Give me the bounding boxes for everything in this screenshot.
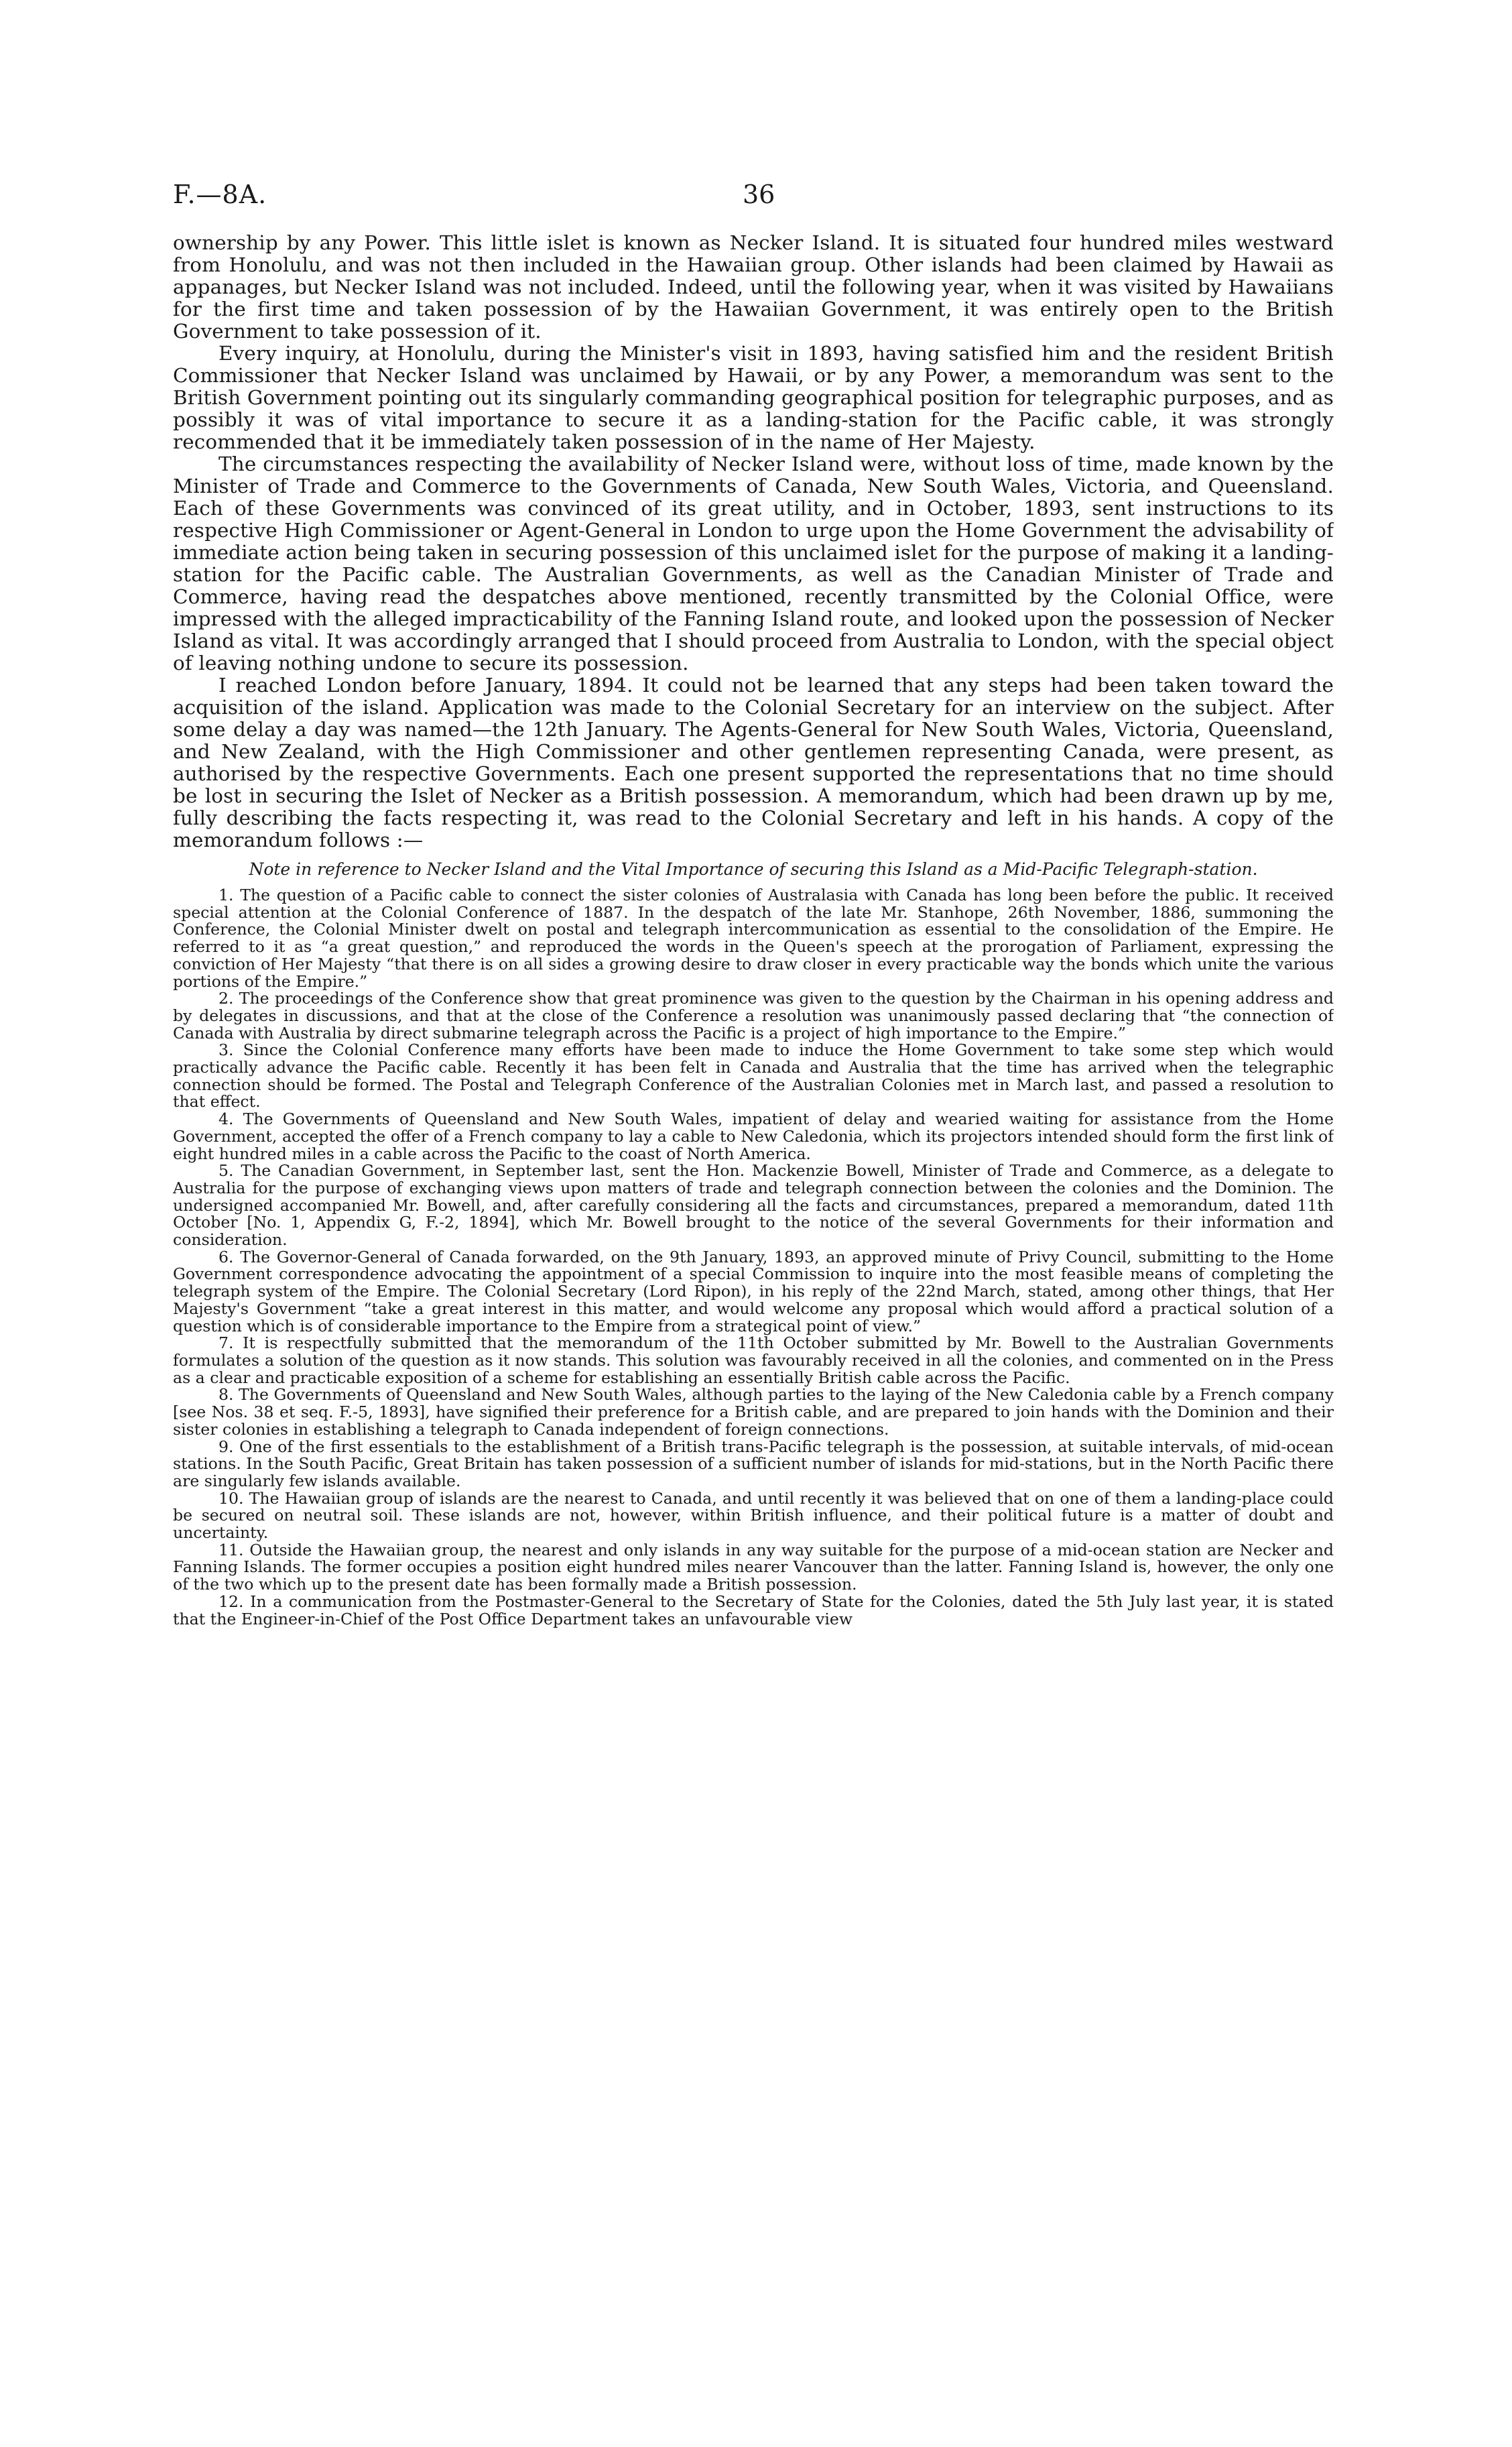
note-paragraph: 1. The question of a Pacific cable to connect the sister colonies of Australasia with Canada has long been before the public. It received special attention at the Colonial Conference of 1887. In the despatch of the late Mr. Stanhope, 26th November, 1886, summoning the Conference, the Colonial Minister dwelt on postal and telegraph intercommunication as essential to the consolidation of the Empire. He referred to it as “a great question,” and reproduced the words in the Queen's speech at the prorogation of Parliament, expressing the conviction of Her Majesty “that there is on all sides a growing desire to draw closer in every practicable way the bonds which unite the various portions of the Empire.” [173, 886, 1334, 991]
note-paragraph: 7. It is respectfully submitted that the memorandum of the 11th October submitted by Mr. Bowell to the Australian Governments formulates a solution of the question as it now stands. This solution was favourably received in all the colonies, and commented on in the Press as a clear and practicable exposition of a scheme for establishing an essentially British cable across the Pacific. [173, 1333, 1334, 1387]
note-paragraph: 11. Outside the Hawaiian group, the nearest and only islands in any way suitable for the purpose of a mid-ocean station are Necker and Fanning Islands. The former occupies a position eight hundred miles nearer Vancouver than the latter. Fanning Island is, however, the only one of the two which up to the present date has been formally made a British possession. [173, 1540, 1334, 1594]
note-paragraph: 3. Since the Colonial Conference many efforts have been made to induce the Home Government to take some step which would practically advance the Pacific cable. Recently it has been felt in Canada and Australia that the time has arrived when the telegraphic connection should be formed. The Postal and Telegraph Conference of the Australian Colonies met in March last, and passed a resolution to that effect. [173, 1040, 1334, 1112]
body-paragraph: I reached London before January, 1894. It could not be learned that any steps had been taken toward the acquisition of the island. Application was made to the Colonial Secretary for an interview on the subject. After some delay a day was named—the 12th January. The Agents-General for New South Wales, Victoria, Queensland, and New Zealand, with the High Commissioner and other gentlemen representing Canada, were present, as authorised by the respective Governments. Each one present supported the representations that no time should be lost in securing the Islet of Necker as a British possession. A memorandum, which had been drawn up by me, fully describing the facts respecting it, was read to the Colonial Secretary and left in his hands. A copy of the memorandum follows :— [173, 674, 1334, 851]
note-paragraph: 12. In a communication from the Postmaster-General to the Secretary of State for the Colonies, dated the 5th July last year, it is stated that the Engineer-in-Chief of the Post Office Department takes an unfavourable view [173, 1592, 1334, 1628]
note-paragraph: 2. The proceedings of the Conference show that great prominence was given to the question by the Chairman in his opening address and by delegates in discussions, and that at the close of the Conference a resolution was unanimously passed declaring that “the connection of Canada with Australia by direct submarine telegraph across the Pacific is a project of high importance to the Empire.” [173, 989, 1334, 1042]
main-text [173, 232, 1334, 851]
note-title: Note in reference to Necker Island and the Vital Importance of securing this Island as a Mid-Pacific Telegraph-station. [249, 859, 1258, 879]
body-paragraph: Every inquiry, at Honolulu, during the Minister's visit in 1893, having satisfied him and the resident British Commissioner that Necker Island was unclaimed by Hawaii, or by any Power, a memorandum was sent to the British Government pointing out its singularly commanding geographical position for telegraphic purposes, and as possibly it was of vital importance to secure it as a landing-station for the Pacific cable, it was strongly recommended that it be immediately taken possession of in the name of Her Majesty. [173, 342, 1334, 453]
body-paragraph: The circumstances respecting the availability of Necker Island were, without loss of time, made known by the Minister of Trade and Commerce to the Governments of Canada, New South Wales, Victoria, and Queensland. Each of these Governments was convinced of its great utility, and in October, 1893, sent instructions to its respective High Commissioner or Agent-General in London to urge upon the Home Government the advisability of immediate action being taken in securing possession of this unclaimed islet for the purpose of making it a landing-station for the Pacific cable. The Australian Governments, as well as the Canadian Minister of Trade and Commerce, having read the despatches above mentioned, recently transmitted by the Colonial Office, were impressed with the alleged impracticability of the Fanning Island route, and looked upon the possession of Necker Island as vital. It was accordingly arranged that I should proceed from Australia to London, with the special object of leaving nothing undone to secure its possession. [173, 453, 1334, 674]
page-reference: F.—8A. [173, 180, 267, 209]
note-paragraph: 10. The Hawaiian group of islands are the nearest to Canada, and until recently it was believed that on one of them a landing-place could be secured on neutral soil. These islands are not, however, within British influence, and their political future is a matter of doubt and uncertainty. [173, 1488, 1334, 1543]
page-header [173, 180, 1334, 232]
memorandum-note [173, 887, 1334, 1628]
document-page [173, 180, 1334, 2419]
body-paragraph: ownership by any Power. This little islet is known as Necker Island. It is situated four hundred miles westward from Honolulu, and was not then included in the Hawaiian group. Other islands had been claimed by Hawaii as appanages, but Necker Island was not included. Indeed, until the following year, when it was visited by Hawaiians for the first time and taken possession of by the Hawaiian Government, it was entirely open to the British Government to take possession of it. [173, 231, 1334, 343]
note-paragraph: 6. The Governor-General of Canada forwarded, on the 9th January, 1893, an approved minute of Privy Council, submitting to the Home Government correspondence advocating the appointment of a special Commission to inquire into the most feasible means of completing the telegraph system of the Empire. The Colonial Secretary (Lord Ripon), in his reply of the 22nd March, stated, among other things, that Her Majesty's Government “take a great interest in this matter, and would welcome any proposal which would afford a practical solution of a question which is of considerable importance to the Empire from a strategical point of view.” [173, 1247, 1334, 1335]
note-paragraph: 4. The Governments of Queensland and New South Wales, impatient of delay and wearied waiting for assistance from the Home Government, accepted the offer of a French company to lay a cable to New Caledonia, which its projectors intended should form the first link of eight hundred miles in a cable across the Pacific to the coast of North America. [173, 1110, 1334, 1163]
note-paragraph: 5. The Canadian Government, in September last, sent the Hon. Mackenzie Bowell, Minister of Trade and Commerce, as a delegate to Australia for the purpose of exchanging views upon matters of trade and telegraph connection between the colonies and the Dominion. The undersigned accompanied Mr. Bowell, and, after carefully considering all the facts and circumstances, prepared a memorandum, dated 11th October [No. 1, Appendix G, F.-2, 1894], which Mr. Bowell brought to the notice of the several Governments for their information and consideration. [173, 1161, 1334, 1250]
note-paragraph: 8. The Governments of Queensland and New South Wales, although parties to the laying of the New Caledonia cable by a French company [see Nos. 38 et seq. F.-5, 1893], have signified their preference for a British cable, and are prepared to join hands with the Dominion and their sister colonies in establishing a telegraph to Canada independent of foreign connections. [173, 1385, 1334, 1439]
note-paragraph: 9. One of the first essentials to the establishment of a British trans-Pacific telegraph is the possession, at suitable intervals, of mid-ocean stations. In the South Pacific, Great Britain has taken possession of a sufficient number of islands for mid-stations, but in the North Pacific there are singularly few islands available. [173, 1437, 1334, 1490]
page-number: 36 [743, 180, 775, 209]
